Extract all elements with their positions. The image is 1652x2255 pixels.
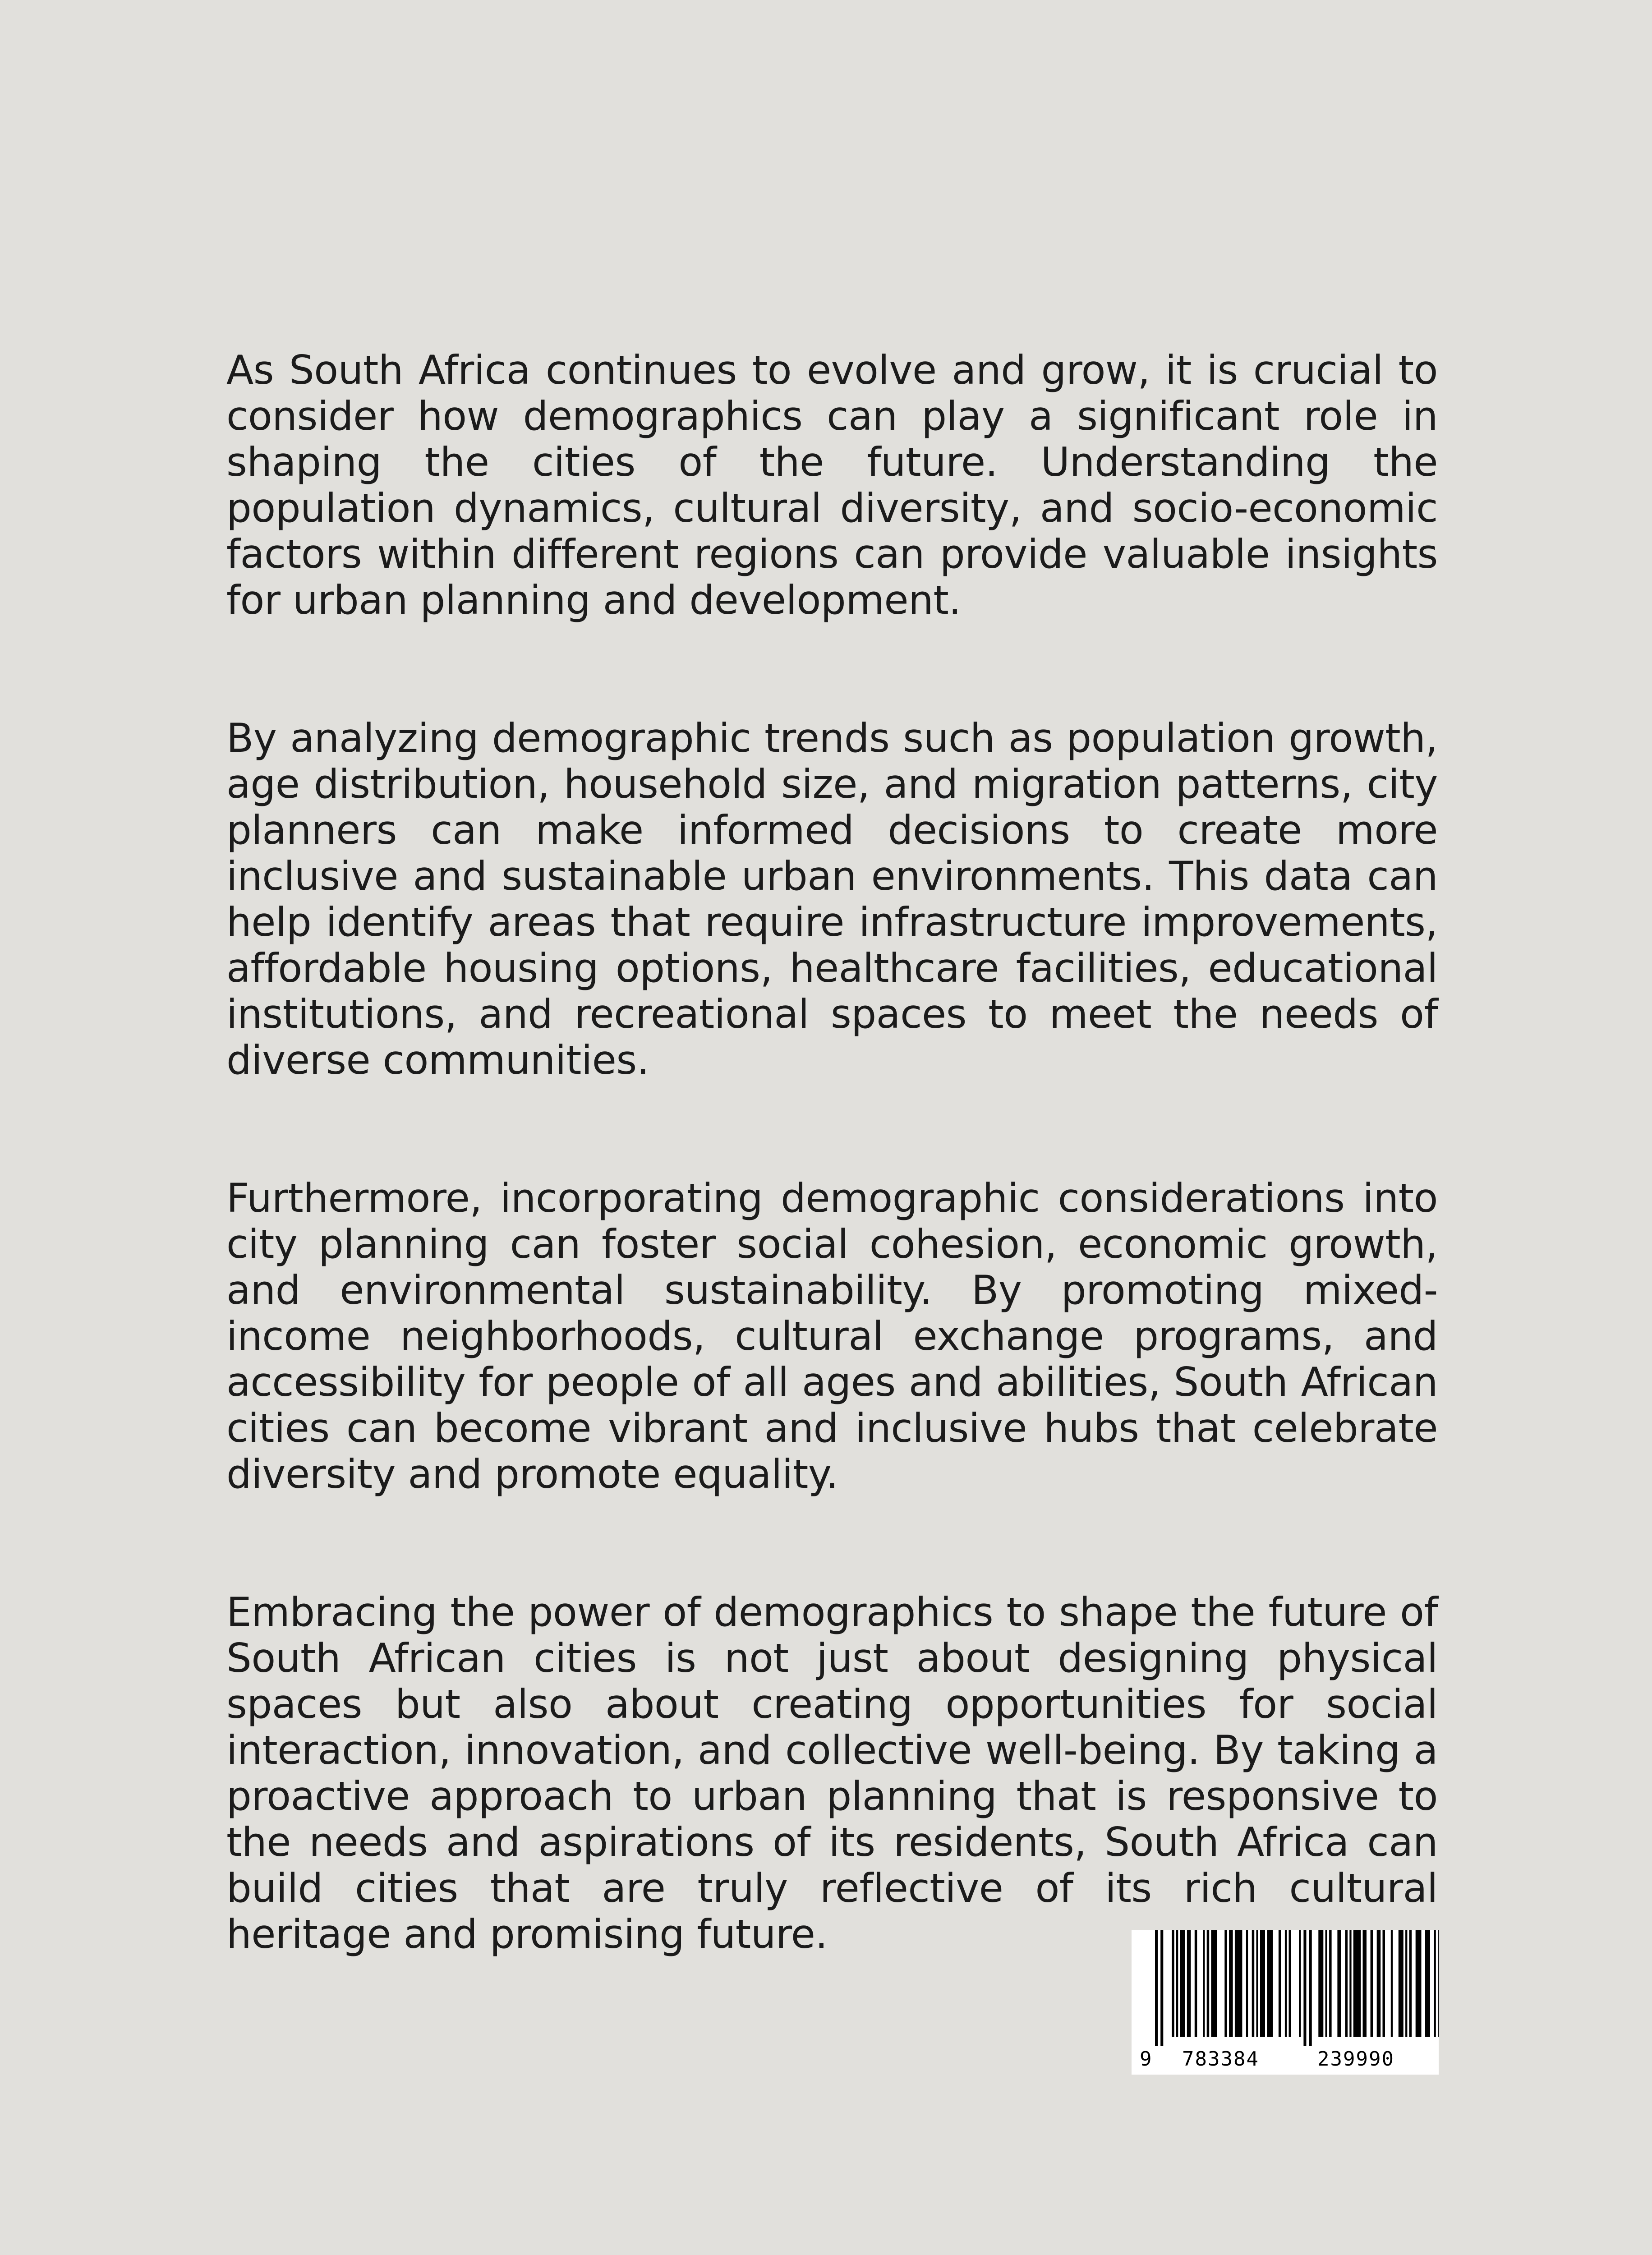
paragraph-1: As South Africa continues to evolve and grow, it is crucial to consider how demographics can play a significant role in shaping the cities of the future. Understanding the population dynamics, cultural diversity, and socio-economic factors within different regions can provide valuable insights for urban planning and development. — [226, 347, 1438, 623]
barcode-bar — [1160, 1930, 1163, 2046]
barcode-bar — [1246, 1930, 1248, 2037]
barcode-bar — [1211, 1930, 1217, 2037]
barcode-bar — [1256, 1930, 1258, 2037]
barcode-digits-right: 239990 — [1317, 2048, 1394, 2071]
barcode-bar — [1337, 1930, 1341, 2037]
paragraph-3: Furthermore, incorporating demographic considerations into city planning can foster social cohesion, economic growth, and environmental sustainability. By promoting mixed-income neighborhoods, cultural exchange programs, and accessibility for people of all ages and abilities, South African cities can become vibrant and inclusive hubs that celebrate diversity and promote equality. — [226, 1175, 1438, 1497]
barcode-bar — [1180, 1930, 1185, 2037]
paragraph-2: By analyzing demographic trends such as population growth, age distribution, household size, and migration patterns, city planners can make informed decisions to create more inclusive and sustainable urban environments. This data can help identify areas that require infrastructure improvements, affordable housing options, healthcare facilities, educational institutions, and recreational spaces to meet the needs of diverse communities. — [226, 715, 1438, 1083]
barcode-bar — [1377, 1930, 1381, 2037]
barcode-bar — [1176, 1930, 1178, 2037]
isbn-barcode — [1132, 1930, 1439, 2075]
barcode-bar — [1235, 1930, 1242, 2037]
barcode-bar — [1260, 1930, 1265, 2037]
barcode-bar — [1425, 1930, 1430, 2037]
barcode-digit-first: 9 — [1140, 2048, 1153, 2071]
barcode-bar — [1252, 1930, 1255, 2037]
barcode-digits-left: 783384 — [1182, 2048, 1259, 2071]
barcode-bar — [1279, 1930, 1281, 2037]
barcode-bar — [1195, 1930, 1197, 2037]
barcode-bar — [1325, 1930, 1327, 2037]
barcode-bar — [1345, 1930, 1348, 2037]
barcode-bar — [1318, 1930, 1323, 2037]
barcode-bar — [1303, 1930, 1306, 2046]
barcode-bar — [1172, 1930, 1174, 2037]
barcode-bar — [1329, 1930, 1332, 2037]
barcode-bar — [1405, 1930, 1407, 2037]
barcode-bar — [1187, 1930, 1191, 2037]
paragraph-4: Embracing the power of demographics to shape the future of South African cities is not just about designing physical spaces but also about creating opportunities for social interaction, innovation, and collective well-being. By taking a proactive approach to urban planning that is responsive to the needs and aspirations of its residents, South Africa can build cities that are truly reflective of its rich cultural heritage and promising future. — [226, 1589, 1438, 1957]
barcode-bar — [1207, 1930, 1210, 2037]
barcode-bar — [1409, 1930, 1412, 2037]
barcode-bar — [1267, 1930, 1273, 2037]
barcode-bar — [1299, 1930, 1301, 2037]
barcode-bar — [1438, 1930, 1439, 2037]
barcode-bar — [1349, 1930, 1351, 2037]
barcode-bar — [1434, 1930, 1436, 2037]
barcode-bar — [1203, 1930, 1205, 2037]
back-cover-text — [226, 347, 1438, 2049]
barcode-bar — [1399, 1930, 1404, 2037]
barcode-bar — [1309, 1930, 1312, 2046]
barcode-bar — [1416, 1930, 1422, 2037]
barcode-bar — [1155, 1930, 1158, 2046]
barcode-bar — [1353, 1930, 1361, 2037]
barcode-bar — [1383, 1930, 1385, 2037]
barcode-bar — [1229, 1930, 1233, 2037]
barcode-bar — [1391, 1930, 1393, 2037]
barcode-bar — [1371, 1930, 1373, 2037]
barcode-bar — [1285, 1930, 1287, 2037]
barcode-number — [1132, 2046, 1439, 2073]
barcode-bar — [1363, 1930, 1367, 2037]
barcode-bar — [1289, 1930, 1292, 2037]
barcode-bar — [1224, 1930, 1227, 2037]
